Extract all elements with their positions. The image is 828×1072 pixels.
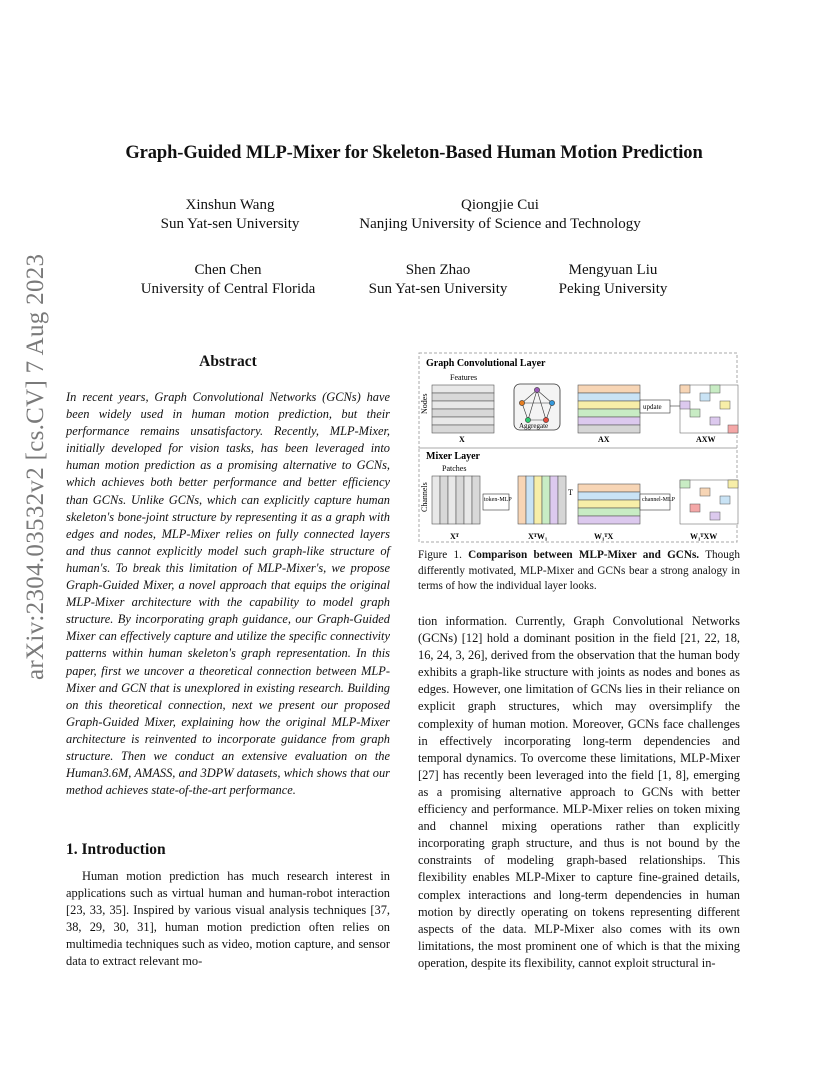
- author-name: Mengyuan Liu: [568, 262, 658, 278]
- nodes-label: Nodes: [420, 393, 429, 414]
- token-mlp-label: token-MLP: [484, 497, 512, 503]
- abstract-heading: Abstract: [199, 353, 257, 370]
- channels-label: Channels: [420, 482, 429, 512]
- matrix-ax: [578, 385, 640, 433]
- author-affiliation: University of Central Florida: [140, 281, 316, 297]
- channel-mlp-label: channel-MLP: [642, 497, 675, 503]
- author-name: Qiongjie Cui: [461, 197, 539, 213]
- caption-title: Comparison between MLP-Mixer and GCNs.: [468, 549, 700, 561]
- matrix-axw: [680, 385, 738, 433]
- author-5: [548, 261, 678, 299]
- figure-1: [418, 352, 740, 544]
- figure-diagram: [418, 352, 740, 544]
- caption-label: Figure 1.: [418, 549, 462, 561]
- introduction-heading: 1. Introduction: [66, 841, 166, 858]
- matrix-xtw1: [518, 476, 566, 524]
- author-name: Xinshun Wang: [185, 197, 275, 213]
- gcn-title: Graph Convolutional Layer: [426, 358, 546, 369]
- w1txw-label: W₁ᵀXW: [690, 532, 718, 541]
- caption-text: Though differently motivated, MLP-Mixer and GCNs bear a strong analogy in terms of how the individual layer looks.: [418, 549, 740, 592]
- features-label: Features: [450, 373, 478, 382]
- author-4: [353, 261, 523, 299]
- right-column-text: tion information. Currently, Graph Convolutional Networks (GCNs) [12] hold a dominant position in the field [21, 22, 18, 16, 24, 3, 26], derived from the observation that the human body exhibits a graph-like structure with joints as nodes and bones as edges. However, one limitation of GCNs lies in their reliance on explicit graph structures, which may oversimplify the complexity of human motion. Moreover, GCNs face challenges in effectively incorporating long-term dependencies and temporal dynamics. To overcome these limitations, MLP-Mixer [27] has recently been leveraged into the field [1, 8], emerging as a promising alternative approach to GCNs with better efficiency and performance. MLP-Mixer relies on token mixing and channel mixing operations rather than explicitly incorporating graph structure, and thus is not bound by the constraints of modeling graph-based relationships. This flexibility enables MLP-Mixer to capture fine-grained details, complex interactions and long-term dependencies in human motion by directly operating on tokens representing different aspects of the data. MLP-Mixer also comes with its own limitations, the most prominent one of which is that the mixing operation, despite its flexibility, cannot exploit structural in-: [418, 614, 740, 970]
- patches-label: Patches: [442, 464, 467, 473]
- abstract-text: In recent years, Graph Convolutional Networks (GCNs) have been widely used in human motion prediction, but their performance remains unsatisfactory. Recently, MLP-Mixer, initially developed for vision tasks, has been leveraged into human motion prediction as a promising alternative to GCNs, which achieves both better performance and better efficiency than GCNs. Unlike GCNs, which can explicitly capture human skeleton's bone-joint structure by representing it as a graph with edges and nodes, MLP-Mixer relies on fully connected layers and thus cannot explicitly model such graph-like structure of human's. To break this limitation of MLP-Mixer's, we propose Graph-Guided Mixer, a novel approach that equips the original MLP-Mixer architecture with the capability to model graph structure. By incorporating graph guidance, our Graph-Guided Mixer can effectively capture and utilize the specific connectivity patterns within human skeleton's graph representation. In this paper, first we uncover a theoretical connection between MLP-Mixer and GCN that is unexplored in existing research. Building on this theoretical connection, next we present our proposed Graph-Guided Mixer, explaining how the original MLP-Mixer architecture is reinvented to incorporate guidance from graph structure. Then we conduct an extensive evaluation on the Human3.6M, AMASS, and 3DPW datasets, which shows that our method achieves state-of-the-art performance.: [66, 390, 390, 798]
- xt-label: Xᵀ: [450, 532, 459, 541]
- w1tx-label: W₁ᵀX: [594, 532, 614, 541]
- author-name: Shen Zhao: [405, 262, 471, 278]
- matrix-w1txw: [680, 480, 738, 524]
- author-name: Chen Chen: [194, 262, 262, 278]
- update-label: update: [643, 403, 662, 411]
- ax-label: AX: [598, 435, 610, 444]
- paper-title: Graph-Guided MLP-Mixer for Skeleton-Based Human Motion Prediction: [125, 143, 703, 163]
- author-affiliation: Nanjing University of Science and Technology: [359, 216, 641, 232]
- figure-caption: [418, 548, 740, 595]
- author-affiliation: Sun Yat-sen University: [368, 281, 508, 297]
- arxiv-identifier: arXiv:2304.03532v2 [cs.CV] 7 Aug 2023: [22, 253, 49, 680]
- author-2: [340, 196, 660, 234]
- transpose-label: T: [568, 488, 573, 497]
- aggregate-label: Aggregate: [519, 422, 549, 430]
- matrix-w1tx: [578, 484, 640, 524]
- author-1: [150, 196, 310, 234]
- author-3: [128, 261, 328, 299]
- matrix-xt: [432, 476, 480, 524]
- axw-label: AXW: [696, 435, 716, 444]
- mixer-title: Mixer Layer: [426, 451, 480, 462]
- author-affiliation: Sun Yat-sen University: [160, 216, 300, 232]
- author-affiliation: Peking University: [558, 281, 668, 297]
- introduction-text: Human motion prediction has much research interest in applications such as virtual human and human-robot interaction [23, 33, 35]. Inspired by various visual analysis techniques [37, 38, 29, 30, 31], human motion prediction often relies on multimedia techniques such as video, motion capture, and sensor data to extract relevant mo-: [66, 869, 390, 969]
- xtw1-label: XᵀW₁: [528, 532, 548, 541]
- matrix-x: [432, 385, 494, 433]
- x-label: X: [459, 435, 465, 444]
